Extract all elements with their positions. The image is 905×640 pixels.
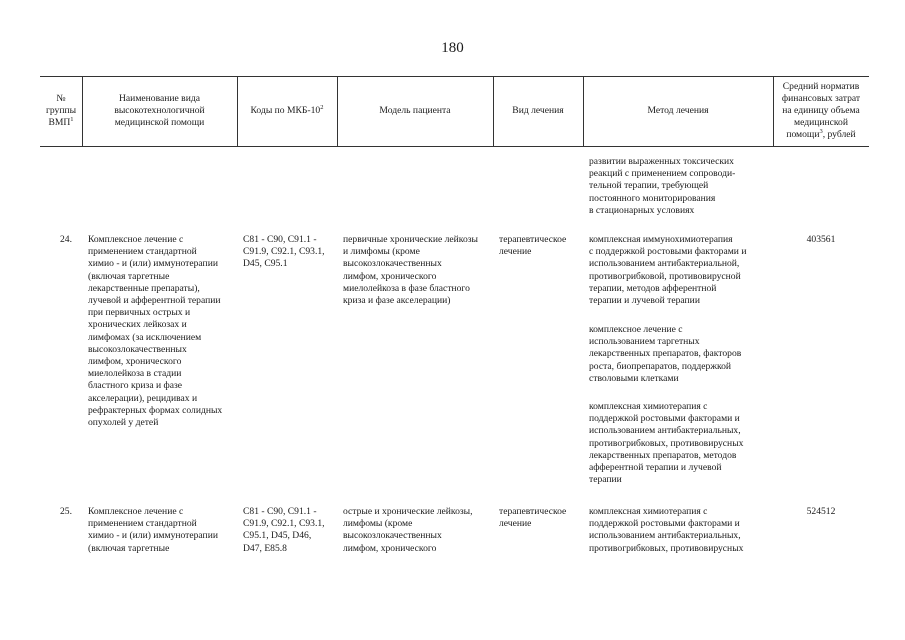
row-24-icd-codes: C81 - C90, C91.1 - C91.9, C92.1, C93.1, D45, C95.1 [243, 234, 325, 270]
header-cost-standard: Средний норматив финансовых затрат на единицу объема медицинской помощи$^3$, рублей [781, 81, 861, 140]
row-25-patient-model: острые и хронические лейкозы, лимфомы (кроме высокозлокачественных лимфом, хронического [343, 506, 473, 554]
row-25-care-name: Комплексное лечение с применением стандартной химио - и (или) иммунотерапии (включая таргетные [88, 506, 218, 554]
header-bottom-border [40, 146, 869, 147]
row-25-icd-codes: C81 - C90, C91.1 - C91.9, C92.1, C93.1, C95.1, D45, D46, D47, E85.8 [243, 506, 325, 554]
header-group-number: № группы ВМП$^1$ [45, 93, 77, 128]
row-25-method-1: комплексная химиотерапия с поддержкой ростовыми факторами и использованием антибактериальных, противогрибковых, противовирусных [589, 506, 744, 554]
header-icd-codes: Коды по МКБ-$10^2$ [250, 103, 324, 116]
row-24-cost: 403561 [806, 234, 836, 245]
row-24-method-1: комплексная иммунохимиотерапия с поддержкой ростовыми факторами и использованием антибактериальной, противогрибковой, противовирусной терапии, методов афферентной терапии и лучевой терапии [589, 234, 747, 307]
header-care-type-name: Наименование вида высокотехнологичной медицинской помощи [114, 93, 205, 128]
row-25-cost: 524512 [806, 506, 836, 517]
row-24-method-3: комплексная химиотерапия с поддержкой ростовыми факторами и использованием антибактериальных, противогрибковых, противовирусных лекарственных препаратов, методов афферентной терапии и лучевой терапии [589, 401, 744, 486]
row-25-number: 25. [60, 506, 72, 517]
row-24-patient-model: первичные хронические лейкозы и лимфомы (кроме высокозлокачественных лимфом, хронического миелолейкоза в фазе бластного криза и фазе акселерации) [343, 234, 478, 307]
header-treatment-type: Вид лечения [512, 105, 564, 116]
row-24-care-name: Комплексное лечение с применением стандартной химио - и (или) иммунотерапии (включая таргетные лекарственные препараты), лучевой и афферентной терапии при первичных острых и хронических лейкозах и лимфомах (за исключением высокозлокачественных лимфом, хронического миелолейкоза в стадии бластного криза и фазе акселерации), рецидивах и рефрактерных формах солидных опухолей у детей [88, 234, 223, 429]
header-treatment-method: Метод лечения [647, 105, 709, 116]
continued-method-text: развитии выраженных токсических реакций с применением сопроводи- тельной терапии, требующей постоянного мониторирования в стационарных условиях [589, 156, 736, 216]
header-patient-model: Модель пациента [379, 105, 451, 116]
row-25-treatment-type: терапевтическое лечение [499, 506, 567, 530]
row-24-number: 24. [60, 234, 72, 245]
row-24-treatment-type: терапевтическое лечение [499, 234, 567, 258]
row-24-method-2: комплексное лечение с использованием таргетных лекарственных препаратов, факторов роста, биопрепаратов, поддержкой стволовыми клетками [589, 324, 742, 384]
page-number: 180 [441, 40, 464, 56]
